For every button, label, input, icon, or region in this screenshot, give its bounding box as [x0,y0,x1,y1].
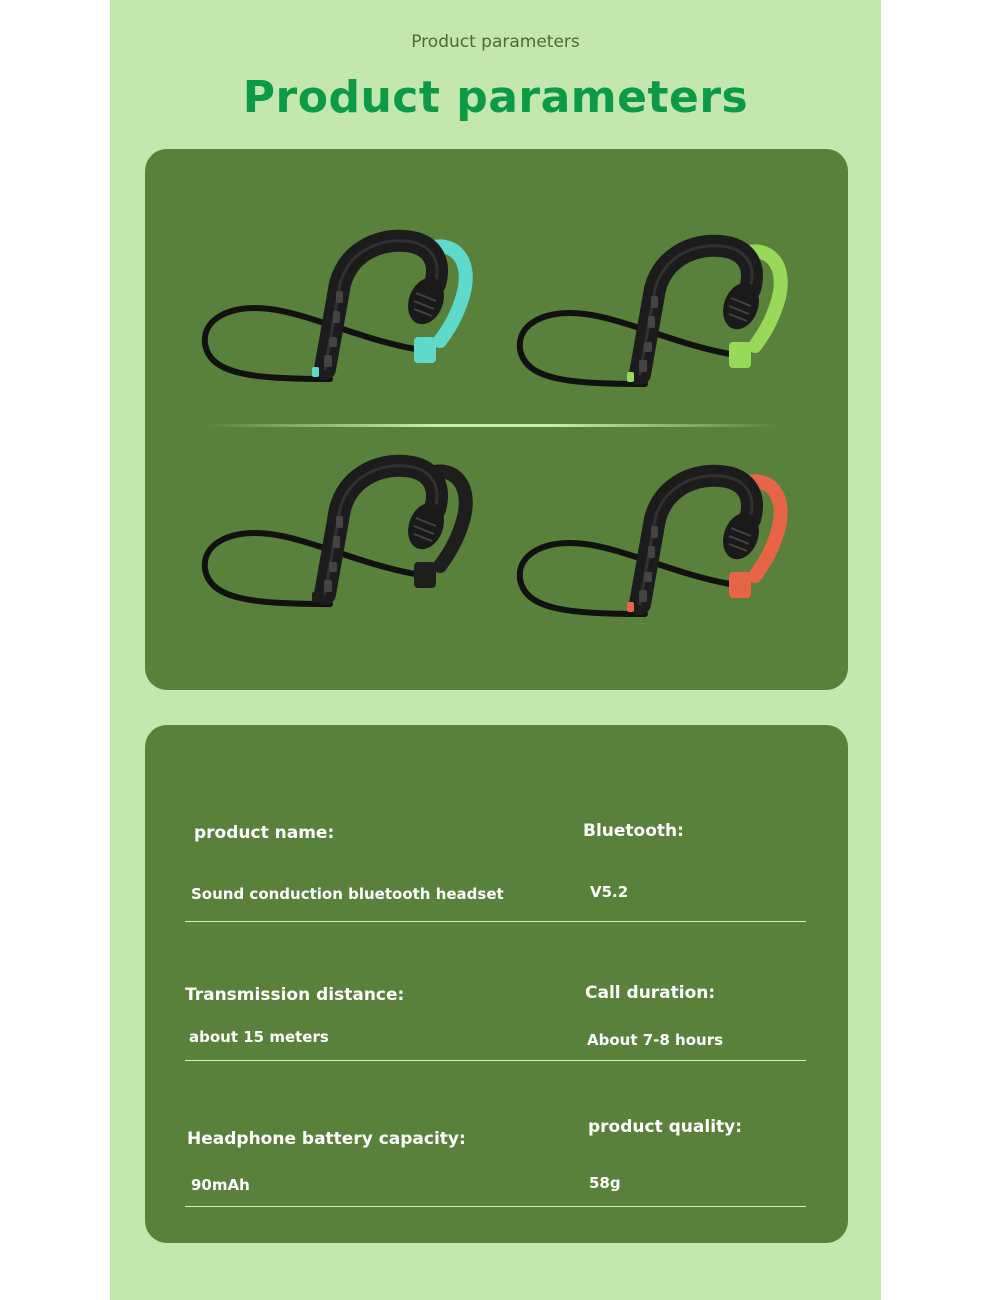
bluetooth-label: Bluetooth: [583,821,684,841]
call-duration-value: About 7-8 hours [587,1031,724,1049]
product-parameters-page [110,0,881,1300]
headset-image-black [190,454,490,624]
headset-image-lime [505,234,805,404]
battery-capacity-label: Headphone battery capacity: [187,1129,466,1149]
product-name-label: product name: [194,823,335,843]
transmission-distance-label: Transmission distance: [185,985,405,1005]
parameters-panel [145,725,848,1243]
product-images-panel [145,149,848,690]
page-title: Product parameters [242,72,749,123]
call-duration-label: Call duration: [585,983,716,1003]
row-divider [185,1060,806,1061]
panel-divider [203,424,781,427]
product-quality-label: product quality: [588,1117,743,1137]
battery-capacity-value: 90mAh [191,1176,250,1194]
bluetooth-value: V5.2 [590,883,629,901]
section-kicker: Product parameters [411,32,580,52]
product-quality-value: 58g [589,1174,621,1192]
transmission-distance-value: about 15 meters [189,1028,329,1046]
row-divider [185,921,806,922]
product-name-value: Sound conduction bluetooth headset [191,885,504,903]
row-divider [185,1206,806,1207]
headset-image-cyan [190,229,490,399]
headset-image-red [505,464,805,634]
